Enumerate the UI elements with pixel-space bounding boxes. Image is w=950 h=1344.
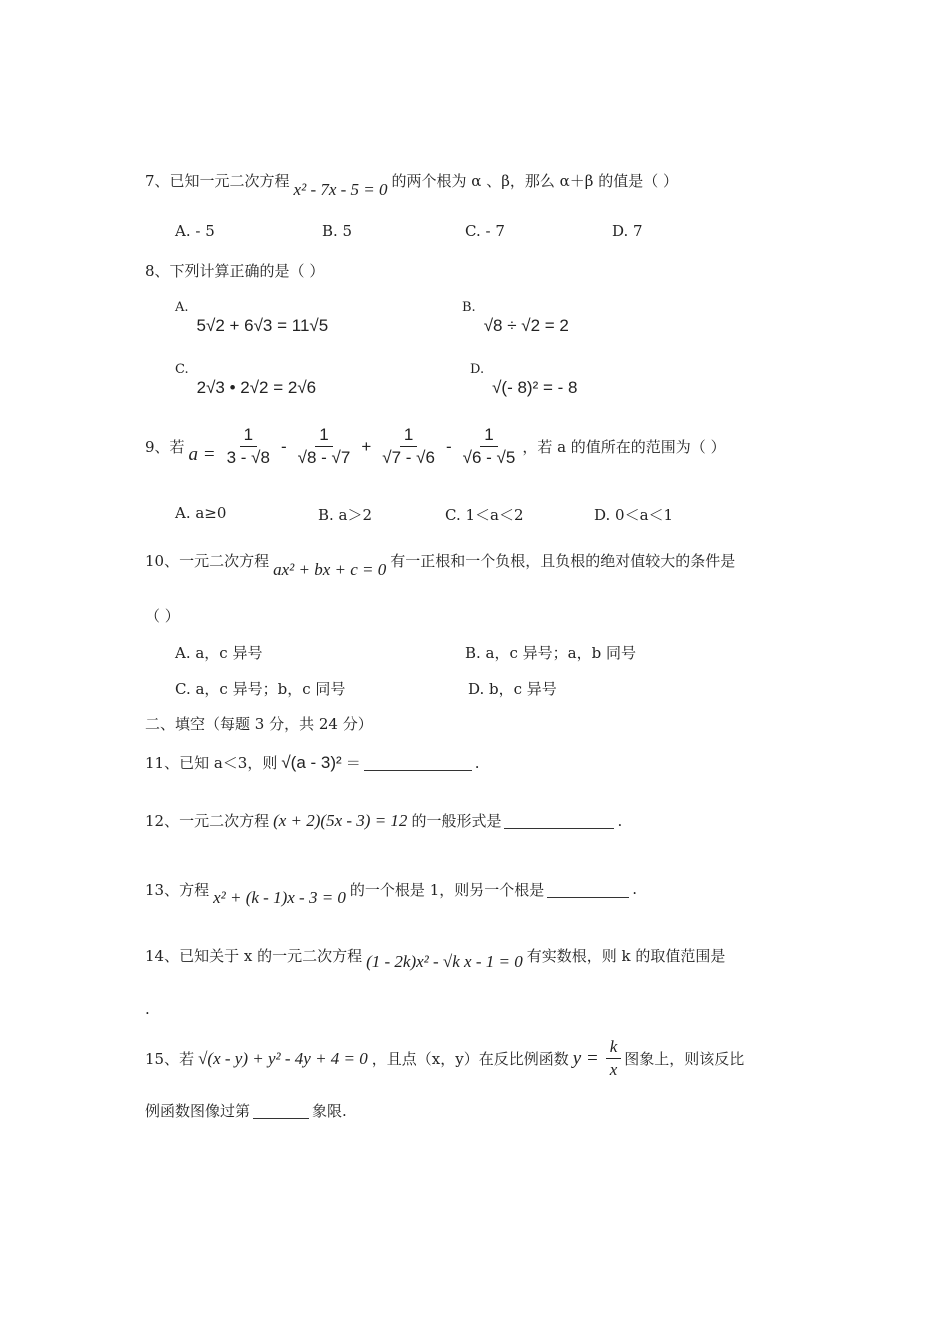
q8-label-b: B. [462,300,476,315]
q10-option-b: B. a，c 异号；a，b 同号 [465,644,636,662]
q9-term-2 [294,424,355,469]
q8-expr-a: 5√2 + 6√3 = 11√5 [196,316,329,335]
q12-text-a: 12、一元二次方程 [145,812,270,830]
q9-option-d: D. 0＜a＜1 [594,506,674,524]
q9-term-4-num: 1 [480,424,497,447]
q10-stem-a: 10、一元二次方程 [145,551,270,570]
question-12 [145,810,622,831]
q12-expr: (x + 2)(5x - 3) = 12 [273,810,408,830]
question-7 [145,160,678,200]
q8-option-b [462,300,573,336]
q9-term-4-den: √6 - √5 [462,448,516,467]
q8-expr-b: √8 ÷ √2 = 2 [483,316,569,335]
q9-term-2-num: 1 [315,424,332,447]
q8-label-a: A. [175,300,189,315]
q15-func-frac [606,1036,622,1081]
q10-option-d: D. b，c 异号 [468,680,557,698]
q8-label-d: D. [470,362,485,377]
question-13 [145,870,637,908]
q9-term-2-den: √8 - √7 [297,448,351,467]
q9-prefix: 9、若 [145,438,185,456]
q8-option-c [175,362,320,398]
q10-paren: （ ） [145,607,180,625]
q7-option-a: A. - 5 [175,222,215,240]
q15-line2-b: 象限. [312,1102,347,1120]
question-8: 8、下列计算正确的是（ ） [145,262,325,280]
q10-option-c: C. a，c 异号；b，c 同号 [175,680,346,698]
question-15-line-2 [145,1100,347,1121]
q9-sign-2: - [280,436,287,456]
q10-equation: ax² + bx + c = 0 [273,560,387,579]
q9-option-b: B. a＞2 [318,506,373,524]
q15-text-a: 15、若 [145,1050,195,1068]
q9-sign-4: - [445,436,452,456]
q9-term-3-num: 1 [400,424,417,447]
q15-text-b: ，且点（x，y）在反比例函数 [371,1050,569,1068]
q8-option-a [175,300,332,336]
section-2-title: 二、填空（每题 3 分，共 24 分） [145,715,373,733]
q11-expr: √(a - 3)² [281,752,342,772]
q15-text-c: 图象上，则该反比 [624,1050,745,1068]
q7-option-c: C. - 7 [465,222,505,240]
q15-func-den: x [609,1060,618,1079]
q15-answer-blank[interactable] [253,1102,309,1119]
q14-text-a: 14、已知关于 x 的一元二次方程 [145,946,363,965]
q9-term-1-num: 1 [240,424,257,447]
q10-option-a: A. a，c 异号 [175,644,263,662]
q9-lhs: a = [188,443,216,465]
q15-line2-a: 例函数图像过第 [145,1102,251,1120]
q12-text-b: 的一般形式是 [411,812,502,830]
question-9 [145,424,726,469]
question-10 [145,540,735,580]
q9-term-3 [378,424,439,469]
q13-expr: x² + (k - 1)x - 3 = 0 [213,888,346,907]
q12-answer-blank[interactable] [504,812,614,829]
question-14 [145,938,725,972]
q8-label-c: C. [175,362,189,377]
q13-end: . [632,880,638,898]
q9-suffix: ，若 a 的值所在的范围为（ ） [522,438,726,456]
q11-text-a: 11、已知 a＜3，则 [145,754,278,772]
q14-expr: (1 - 2k)x² - √k x - 1 = 0 [366,952,523,971]
q7-stem-a: 7、已知一元二次方程 [145,171,290,190]
q9-option-c: C. 1＜a＜2 [445,506,524,524]
q9-term-3-den: √7 - √6 [382,448,435,467]
q15-func-lhs: y = [572,1047,599,1069]
q7-stem-b: 的两个根为 α 、β，那么 α＋β 的值是（ ） [391,171,678,190]
q14-end: . [145,1000,150,1018]
q8-option-d [470,362,581,398]
question-15 [145,1036,744,1081]
q9-option-a: A. a≥0 [175,504,227,522]
q10-stem-b: 有一正根和一个负根，且负根的绝对值较大的条件是 [390,551,736,570]
q15-expr: √(x - y) + y² - 4y + 4 = 0 [198,1048,368,1068]
q11-end: . [474,753,480,772]
q13-text-a: 13、方程 [145,880,210,899]
q7-equation: x² - 7x - 5 = 0 [293,180,388,199]
q12-end: . [617,811,623,830]
q9-term-1 [223,424,274,469]
q13-text-b: 的一个根是 1，则另一个根是 [349,880,545,899]
q14-text-b: 有实数根，则 k 的取值范围是 [526,946,726,965]
q9-sign-3: + [361,436,372,456]
q15-func-num: k [606,1036,622,1059]
q8-expr-c: 2√3 • 2√2 = 2√6 [196,378,317,397]
question-11 [145,752,479,773]
q7-option-b: B. 5 [322,222,353,240]
q8-expr-d: √(- 8)² = - 8 [492,378,578,397]
q13-answer-blank[interactable] [547,881,629,898]
q11-answer-blank[interactable] [364,754,472,771]
q7-option-d: D. 7 [612,222,643,240]
q9-term-4 [459,424,520,469]
q9-term-1-den: 3 - √8 [226,448,270,467]
q11-text-b: ＝ [345,754,361,772]
